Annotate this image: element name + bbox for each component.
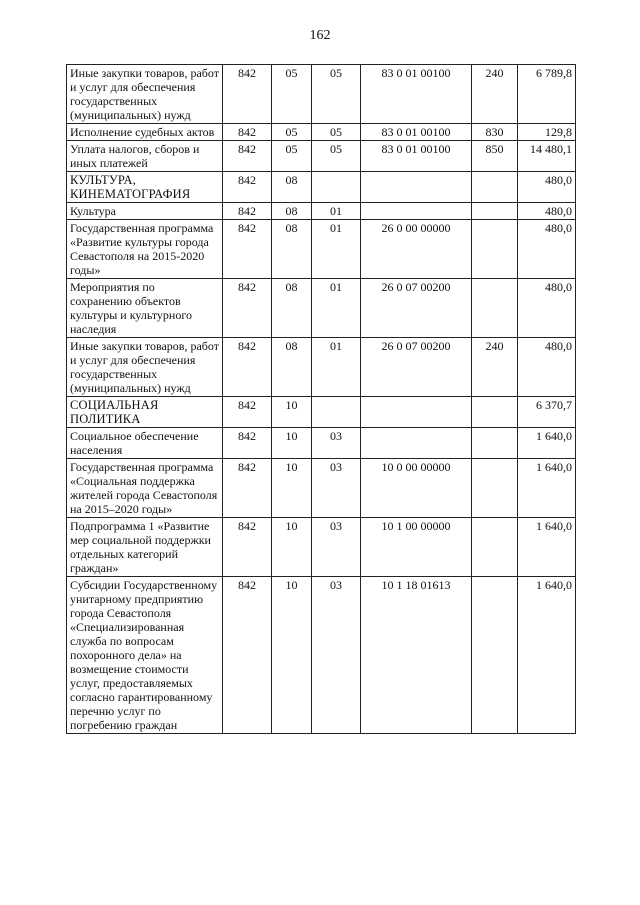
row-ved-code: 842	[223, 141, 272, 172]
row-amount: 1 640,0	[518, 518, 576, 577]
row-name: Государственная программа «Развитие культуры города Севастополя на 2015-2020 годы»	[67, 220, 223, 279]
row-name: КУЛЬТУРА, КИНЕМАТОГРАФИЯ	[67, 172, 223, 203]
row-ved-code: 842	[223, 203, 272, 220]
row-section-code: 10	[272, 459, 312, 518]
row-target-article-code	[361, 428, 472, 459]
row-amount: 1 640,0	[518, 459, 576, 518]
row-section-code: 05	[272, 141, 312, 172]
row-amount: 480,0	[518, 279, 576, 338]
row-amount: 1 640,0	[518, 428, 576, 459]
table-row	[67, 338, 576, 397]
table-row	[67, 428, 576, 459]
row-expense-type-code: 830	[472, 124, 518, 141]
table-row	[67, 65, 576, 124]
row-amount: 480,0	[518, 172, 576, 203]
row-ved-code: 842	[223, 220, 272, 279]
row-ved-code: 842	[223, 172, 272, 203]
row-target-article-code: 10 1 18 01613	[361, 577, 472, 734]
row-target-article-code: 26 0 07 00200	[361, 338, 472, 397]
row-target-article-code: 26 0 07 00200	[361, 279, 472, 338]
row-subsection-code: 03	[312, 518, 361, 577]
table-row	[67, 279, 576, 338]
row-subsection-code: 05	[312, 124, 361, 141]
row-section-code: 05	[272, 65, 312, 124]
row-target-article-code: 83 0 01 00100	[361, 124, 472, 141]
table-row	[67, 220, 576, 279]
row-amount: 1 640,0	[518, 577, 576, 734]
row-amount: 480,0	[518, 338, 576, 397]
row-ved-code: 842	[223, 124, 272, 141]
row-name: Исполнение судебных актов	[67, 124, 223, 141]
row-subsection-code: 01	[312, 338, 361, 397]
table-row	[67, 124, 576, 141]
row-expense-type-code	[472, 172, 518, 203]
row-name: Социальное обеспечение населения	[67, 428, 223, 459]
row-ved-code: 842	[223, 338, 272, 397]
row-section-code: 08	[272, 279, 312, 338]
table-row	[67, 397, 576, 428]
row-expense-type-code	[472, 428, 518, 459]
row-subsection-code	[312, 397, 361, 428]
row-target-article-code: 26 0 00 00000	[361, 220, 472, 279]
row-subsection-code: 05	[312, 65, 361, 124]
row-subsection-code: 01	[312, 220, 361, 279]
table-body	[67, 65, 576, 734]
row-subsection-code	[312, 172, 361, 203]
row-amount: 6 370,7	[518, 397, 576, 428]
row-name: Культура	[67, 203, 223, 220]
row-expense-type-code	[472, 577, 518, 734]
row-section-code: 08	[272, 338, 312, 397]
row-target-article-code	[361, 172, 472, 203]
row-ved-code: 842	[223, 65, 272, 124]
row-ved-code: 842	[223, 279, 272, 338]
row-target-article-code: 83 0 01 00100	[361, 65, 472, 124]
row-section-code: 10	[272, 397, 312, 428]
row-target-article-code: 10 0 00 00000	[361, 459, 472, 518]
row-expense-type-code	[472, 279, 518, 338]
row-section-code: 10	[272, 428, 312, 459]
row-name: Иные закупки товаров, работ и услуг для обеспечения государственных (муниципальных) нужд	[67, 65, 223, 124]
row-section-code: 08	[272, 203, 312, 220]
budget-table	[66, 64, 576, 734]
row-subsection-code: 01	[312, 279, 361, 338]
row-amount: 480,0	[518, 220, 576, 279]
row-name: Мероприятия по сохранению объектов культуры и культурного наследия	[67, 279, 223, 338]
row-expense-type-code	[472, 397, 518, 428]
row-subsection-code: 01	[312, 203, 361, 220]
row-section-code: 08	[272, 220, 312, 279]
row-amount: 14 480,1	[518, 141, 576, 172]
table-row	[67, 172, 576, 203]
row-name: СОЦИАЛЬНАЯ ПОЛИТИКА	[67, 397, 223, 428]
row-amount: 129,8	[518, 124, 576, 141]
row-name: Уплата налогов, сборов и иных платежей	[67, 141, 223, 172]
row-name: Субсидии Государственному унитарному предприятию города Севастополя «Специализированная служба по вопросам похоронного дела» на возмещение стоимости услуг, предоставляемых согласно гарантированному перечню услуг по погребению граждан	[67, 577, 223, 734]
row-ved-code: 842	[223, 577, 272, 734]
row-ved-code: 842	[223, 397, 272, 428]
row-section-code: 08	[272, 172, 312, 203]
row-section-code: 10	[272, 518, 312, 577]
row-target-article-code	[361, 397, 472, 428]
table-row	[67, 518, 576, 577]
row-expense-type-code: 240	[472, 338, 518, 397]
row-expense-type-code	[472, 220, 518, 279]
row-target-article-code	[361, 203, 472, 220]
row-target-article-code: 83 0 01 00100	[361, 141, 472, 172]
row-expense-type-code: 850	[472, 141, 518, 172]
row-subsection-code: 05	[312, 141, 361, 172]
row-amount: 6 789,8	[518, 65, 576, 124]
table-row	[67, 203, 576, 220]
table-row	[67, 577, 576, 734]
row-section-code: 05	[272, 124, 312, 141]
table-row	[67, 459, 576, 518]
row-expense-type-code	[472, 203, 518, 220]
row-target-article-code: 10 1 00 00000	[361, 518, 472, 577]
row-expense-type-code: 240	[472, 65, 518, 124]
row-name: Иные закупки товаров, работ и услуг для обеспечения государственных (муниципальных) нужд	[67, 338, 223, 397]
row-name: Государственная программа «Социальная поддержка жителей города Севастополя на 2015–2020 годы»	[67, 459, 223, 518]
row-subsection-code: 03	[312, 428, 361, 459]
row-ved-code: 842	[223, 459, 272, 518]
row-ved-code: 842	[223, 518, 272, 577]
row-section-code: 10	[272, 577, 312, 734]
row-name: Подпрограмма 1 «Развитие мер социальной поддержки отдельных категорий граждан»	[67, 518, 223, 577]
page-number: 162	[309, 28, 331, 43]
row-amount: 480,0	[518, 203, 576, 220]
row-expense-type-code	[472, 518, 518, 577]
row-subsection-code: 03	[312, 459, 361, 518]
row-expense-type-code	[472, 459, 518, 518]
row-subsection-code: 03	[312, 577, 361, 734]
table-row	[67, 141, 576, 172]
row-ved-code: 842	[223, 428, 272, 459]
